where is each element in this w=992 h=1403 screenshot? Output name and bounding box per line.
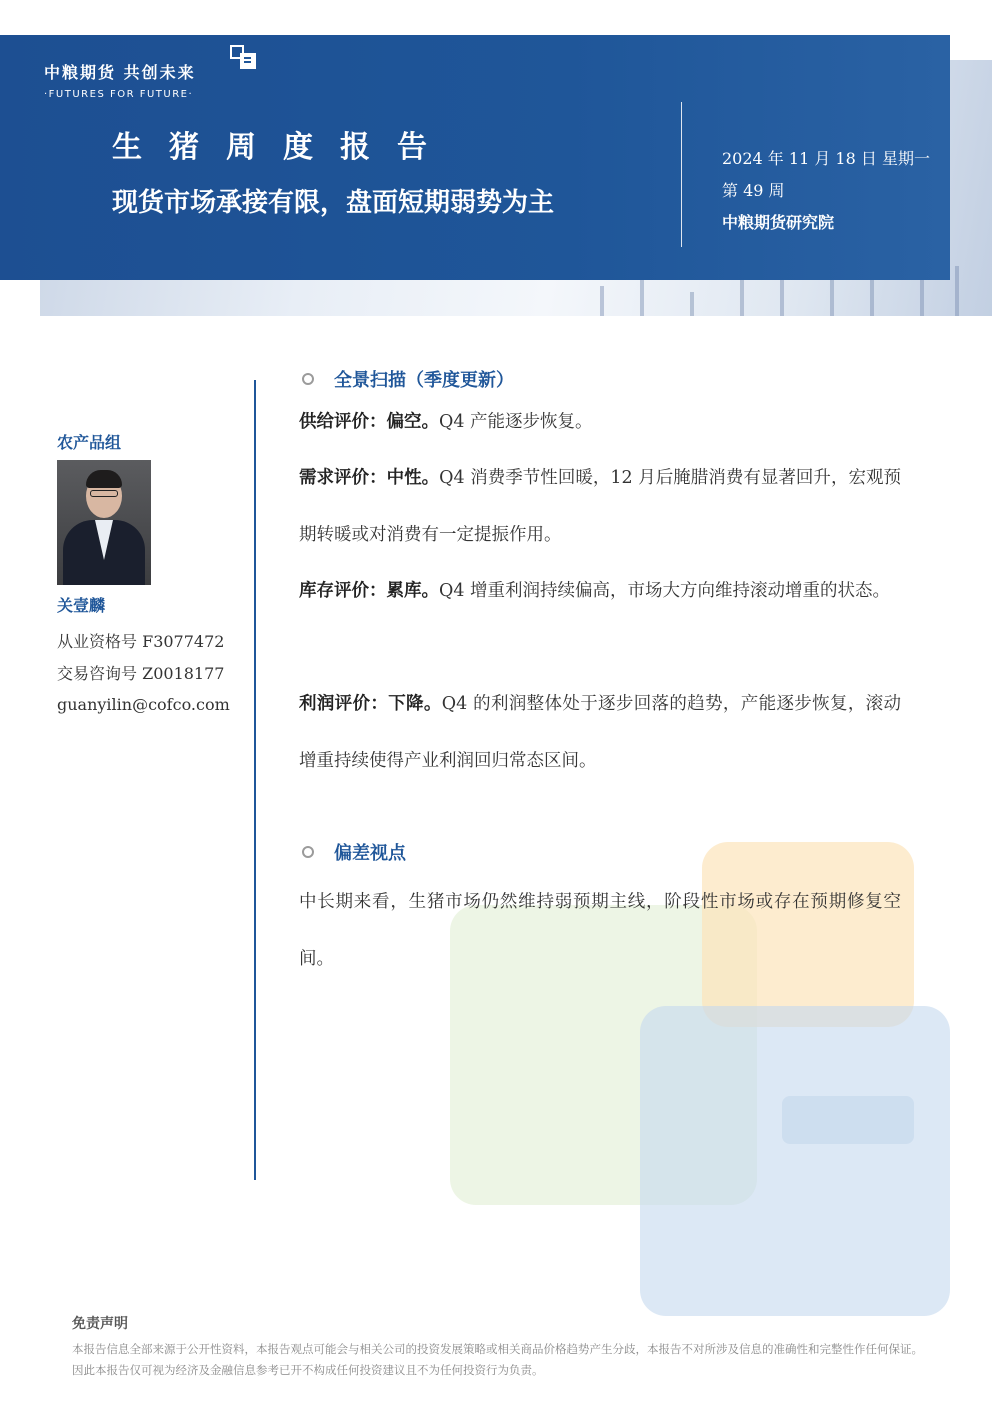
- qualification-number: 从业资格号 F3077472: [57, 632, 225, 651]
- demand-text: Q4 消费季节性回暖，12 月后腌腊消费有显著回升，宏观预期转暖或对消费有一定提振作用。: [299, 468, 901, 545]
- report-subtitle: 现货市场承接有限，盘面短期弱势为主: [112, 188, 555, 218]
- circle-bullet-icon: [302, 373, 314, 385]
- demand-label: 需求评价：中性。: [299, 468, 440, 488]
- supply-label: 供给评价：偏空。: [299, 412, 439, 432]
- profit-paragraph: [299, 676, 901, 789]
- decoration-blue-square: [640, 1006, 950, 1316]
- report-week: 第 49 周: [722, 181, 785, 200]
- report-date: 2024 年 11 月 18 日 星期一: [722, 149, 930, 168]
- section-heading-scan: [302, 367, 514, 391]
- profit-label: 利润评价：下降。: [299, 694, 442, 714]
- section-heading-bias: [302, 840, 406, 864]
- chart-bar-decoration: [690, 292, 694, 316]
- header-divider: [681, 102, 682, 247]
- disclaimer-text: 本报告信息全部来源于公开性资料，本报告观点可能会与相关公司的投资发展策略或相关商品价格趋势产生分歧，本报告不对所涉及信息的准确性和完整性作任何保证。因此本报告仅可视为经济及金融信息参考已开不构成任何投资建议且不为任何投资行为负责。: [72, 1342, 923, 1377]
- supply-paragraph: [299, 394, 901, 451]
- logo-chinese: 中粮期货 共创未来: [44, 63, 196, 82]
- chart-bar-decoration: [955, 266, 959, 316]
- chart-bar-decoration: [780, 280, 784, 316]
- chart-bar-decoration: [870, 274, 874, 316]
- analyst-name: 关壹麟: [57, 596, 106, 615]
- sidebar-divider: [254, 380, 256, 1180]
- inventory-text: Q4 增重利润持续偏高，市场大方向维持滚动增重的状态。: [439, 581, 891, 601]
- report-title: 生猪周度报告: [112, 130, 454, 165]
- company-logo: [44, 60, 196, 100]
- consulting-number: 交易咨询号 Z0018177: [57, 663, 225, 683]
- profit-text: Q4 的利润整体处于逐步回落的趋势，产能逐步恢复，滚动增重持续使得产业利润回归常态区间。: [299, 694, 902, 771]
- decoration-inner-rect: [782, 1096, 914, 1144]
- analyst-info: [57, 626, 230, 721]
- inventory-paragraph: [299, 563, 901, 620]
- chart-bar-decoration: [600, 286, 604, 316]
- report-meta: [722, 143, 930, 239]
- section-title: 全景扫描（季度更新）: [334, 370, 514, 391]
- supply-text: Q4 产能逐步恢复。: [439, 412, 593, 432]
- group-name: 农产品组: [57, 433, 122, 452]
- bias-paragraph: 中长期来看，生猪市场仍然维持弱预期主线，阶段性市场或存在预期修复空间。: [299, 892, 901, 969]
- inventory-label: 库存评价：累库。: [299, 581, 439, 601]
- logo-mark-icon: [230, 45, 256, 71]
- demand-paragraph: [299, 450, 901, 563]
- circle-bullet-icon: [302, 846, 314, 858]
- disclaimer-title: 免责声明: [72, 1316, 128, 1332]
- logo-english: ·FUTURES FOR FUTURE·: [44, 89, 194, 100]
- analyst-email: guanyilin@cofco.com: [57, 695, 230, 714]
- report-org: 中粮期货研究院: [722, 213, 835, 232]
- analyst-photo: [57, 460, 151, 585]
- section-title: 偏差视点: [334, 843, 406, 864]
